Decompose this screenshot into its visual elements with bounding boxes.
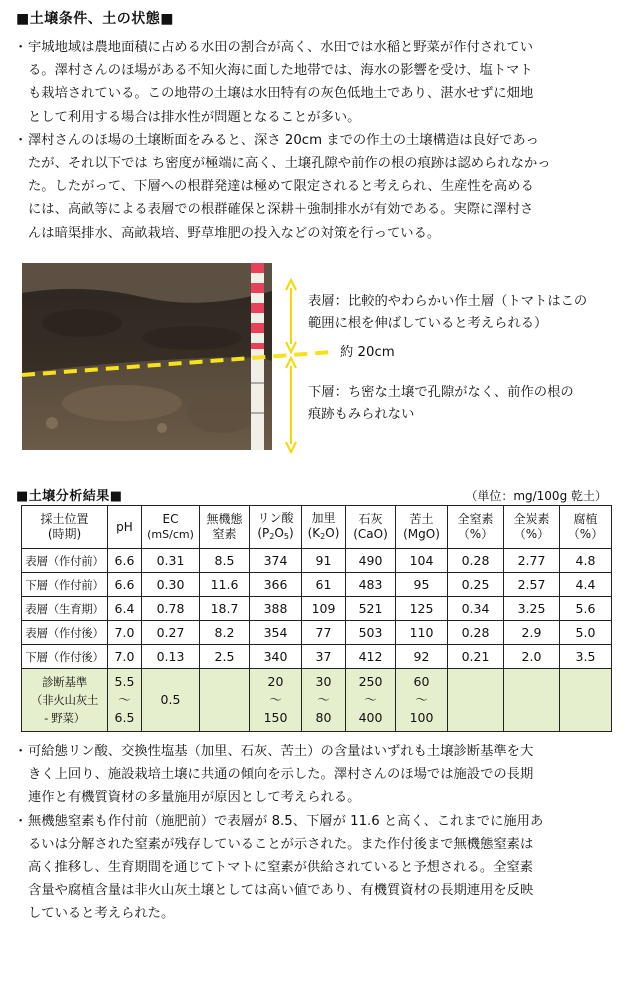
soil-conditions-text [12,36,612,245]
header-inorganic-n: 無機態 窒素 [200,506,250,549]
lower-layer-arrow [286,358,296,452]
annotation-overlay [0,258,635,458]
header-p2o5: リン酸 $(P_2O_5)$ [250,506,302,549]
header-ec: EC (mS/cm) [142,506,200,549]
standard-p2o5: 20 ～ 150 [250,669,302,732]
table-row: 下層（作付前） 6.6 0.30 11.6 366 61 483 95 0.25 2.57 4.4 [22,573,612,597]
standard-label: 診断基準 （非火山灰土 - 野菜） [22,669,108,732]
header-total-c: 全炭素 （%） [504,506,560,549]
unit-label: （単位：mg/100g 乾土） [465,489,607,503]
table-row: 表層（生育期） 6.4 0.78 18.7 388 109 521 125 0.34 3.25 5.6 [22,597,612,621]
analysis-heading: ■土壌分析結果■ [16,489,123,504]
standard-ph: 5.5 ～ 6.5 [108,669,142,732]
table-row: 下層（作付後） 7.0 0.13 2.5 340 37 412 92 0.21 2.0 3.5 [22,645,612,669]
standard-k2o: 30 ～ 80 [302,669,346,732]
soil-analysis-table [21,505,612,732]
standard-cao: 250 ～ 400 [346,669,396,732]
depth-20cm-dashed-line [22,352,332,375]
header-total-n: 全窒素 （%） [448,506,504,549]
bullet-paragraph: ・ 可給態リン酸、交換性塩基（加里、石灰、苦土）の含量はいずれも土壌診断基準を大 きく上回り、施設栽培土壌に共通の傾向を示した。澤村さんのほ場では施設での長期 連作と有機質資材の多量施用が原因として考えられる。 [14,744,534,806]
bullet-paragraph: ・ 宇城地域は農地面積に占める水田の割合が高く、水田では水稲と野菜が作付されてい る。澤村さんのほ場がある不知火海に面した地帯では、海水の影響を受け、塩トマト も栽培されている。この地帯の土壌は水田特有の灰色低地土であり、湛水せずに畑地 として利用する場合は排水性が問題となることが多い。 [14,40,534,125]
diagnostic-standard-row [22,669,612,732]
header-sample-site: 採土位置 (時期) [22,506,108,549]
table-row: 表層（作付後） 7.0 0.27 8.2 354 77 503 110 0.28 2.9 5.0 [22,621,612,645]
upper-layer-arrow [286,280,296,352]
table-row: 表層（作付前） 6.6 0.31 8.5 374 91 490 104 0.28 2.77 4.8 [22,549,612,573]
analysis-discussion-text [12,740,612,926]
bullet-paragraph: ・ 無機態窒素も作付前（施肥前）で表層が 8.5、下層が 11.6 と高く、これまでに施用あ るいは分解された窒素が残存していることが示された。また作付後まで無機態窒素は 高く推移し、生育期間を通じてトマトに窒素が供給されていると予想される。全窒素 含量や腐植含量は非火山灰土壌としては高い値であり、有機質資材の長期連用を反映 していると考えられた。 [14,813,544,922]
header-k2o: 加里 $(K_2O)$ [302,506,346,549]
header-cao: 石灰 (CaO) [346,506,396,549]
depth-label: 約 20cm [340,345,395,360]
header-ph: pH [108,506,142,549]
bullet-paragraph: ・ 澤村さんのほ場の土壌断面をみると、深さ 20cm までの作土の土壌構造は良好であっ たが、それ以下では ち密度が極端に高く、土壌孔隙や前作の根の痕跡は認められなかっ た。したがって、下層への根群発達は極めて限定されると考えられ、生産性を高める には、高畝等による表層での根群確保と深耕＋強制排水が有効である。実際に澤村さ んは暗渠排水、高畝栽培、野草堆肥の投入などの対策を行っている。 [14,132,551,241]
standard-ec: 0.5 [142,669,200,732]
lower-layer-note: 下層：ち密な土壌で孔隙がなく、前作の根の 痕跡もみられない [308,385,574,422]
standard-mgo: 60 ～ 100 [396,669,448,732]
header-humus: 腐植 （%） [560,506,612,549]
soil-conditions-heading: ■土壌条件、土の状態■ [16,11,174,27]
header-mgo: 苦土 (MgO) [396,506,448,549]
standard-inorganic-n [200,669,250,732]
table-header-row [22,506,612,549]
upper-layer-note: 表層：比較的やわらかい作土層（トマトはこの 範囲に根を伸ばしていると考えられる） [308,294,588,331]
